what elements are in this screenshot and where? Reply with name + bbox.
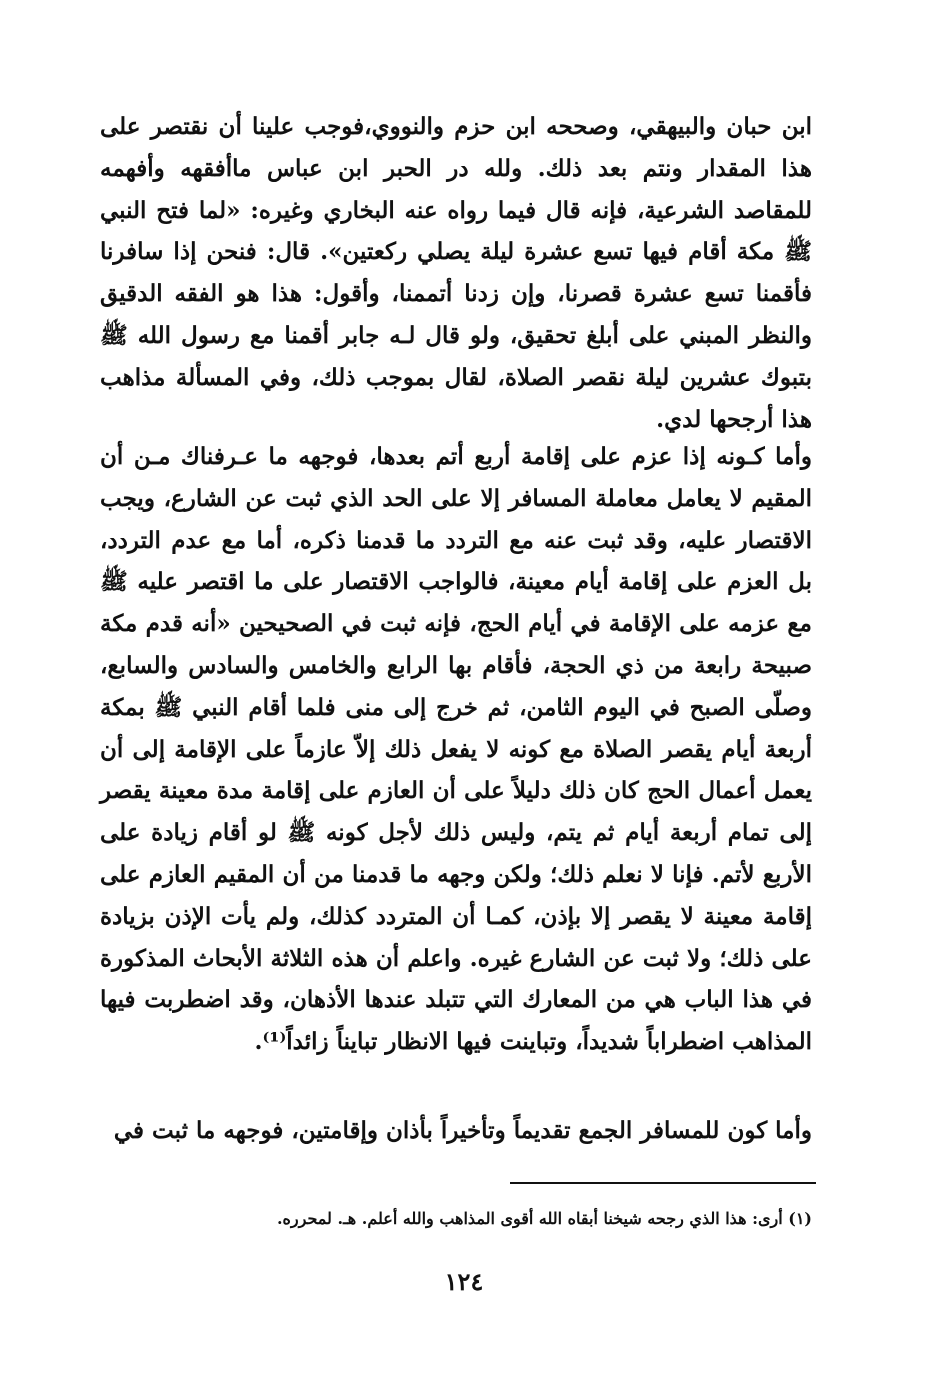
paragraph-1: ابن حبان والبيهقي، وصححه ابن حزم والنووي،فوجب علينا أن نقتصر على هذا المقدار ونتم بعد ذلك. ولله در الحبر ابن عباس ماأفقهه وأفهمه للمقاصد الشرعية، فإنه قال فيما رواه عنه البخاري وغيره: «لما فتح النبي ﷺ مكة أقام فيها تسع عشرة ليلة يصلي ركعتين». قال: فنحن إذا سافرنا فأقمنا تسع عشرة قصرنا، وإن زدنا أتممنا، وأقول: هذا هو الفقه الدقيق والنظر المبني على أبلغ تحقيق، ولو قال لـه جابر أقمنا مع رسول الله ﷺ بتبوك عشرين ليلة نقصر الصلاة، لقال بموجب ذلك، وفي المسألة مذاهب هذا أرجحها لدي. [100, 113, 812, 433]
paragraph-3: وأما كون للمسافر الجمع تقديماً وتأخيراً بأذان وإقامتين، فوجهه ما ثبت في [113, 1117, 812, 1144]
body-text-block [100, 436, 812, 1063]
body-text-block [100, 106, 812, 440]
page-number: ١٢٤ [444, 1267, 484, 1296]
footnote-divider [510, 1182, 816, 1184]
paragraph-2: وأما كـونه إذا عزم على إقامة أربع أتم بعدها، فوجهه ما عـرفناك مـن أن المقيم لا يعامل معاملة المسافر إلا على الحد الذي ثبت عن الشارع، ويجب الاقتصار عليه، وقد ثبت عنه مع التردد ما قدمنا ذكره، أما مع عدم التردد، بل العزم على إقامة أيام معينة، فالواجب الاقتصار على ما اقتصر عليه ﷺ مع عزمه على الإقامة في أيام الحج، فإنه ثبت في الصحيحين «أنه قدم مكة صبيحة رابعة من ذي الحجة، فأقام بها الرابع والخامس والسادس والسابع، وصلّى الصبح في اليوم الثامن، ثم خرج إلى منى فلما أقام النبي ﷺ بمكة أربعة أيام يقصر الصلاة مع كونه لا يفعل ذلك إلاّ عازماً على الإقامة إلى أن يعمل أعمال الحج كان ذلك دليلاً على أن العازم على إقامة مدة معينة يقصر إلى تمام أربعة أيام ثم يتم، وليس ذلك لأجل كونه ﷺ لو أقام زيادة على الأربع لأتم. فإنا لا نعلم ذلك؛ ولكن وجهه ما قدمنا من أن المقيم العازم على إقامة معينة لا يقصر إلا بإذن، كمـا أن المتردد كذلك، ولم يأت الإذن بزيادة على ذلك؛ ولا ثبت عن الشارع غيره. واعلم أن هذه الثلاثة الأبحاث المذكورة في هذا الباب هي من المعارك التي تتبلد عندها الأذهان، وقد اضطربت فيها المذاهب اضطراباً شديداً، وتباينت فيها الانظار تبايناً زائداً⁽¹⁾. [100, 443, 812, 1056]
footnote: (١) أرى: هذا الذي رجحه شيخنا أبقاه الله أقوى المذاهب والله أعلم. هـ. لمحرره. [276, 1209, 812, 1228]
body-text-block [100, 1110, 812, 1152]
